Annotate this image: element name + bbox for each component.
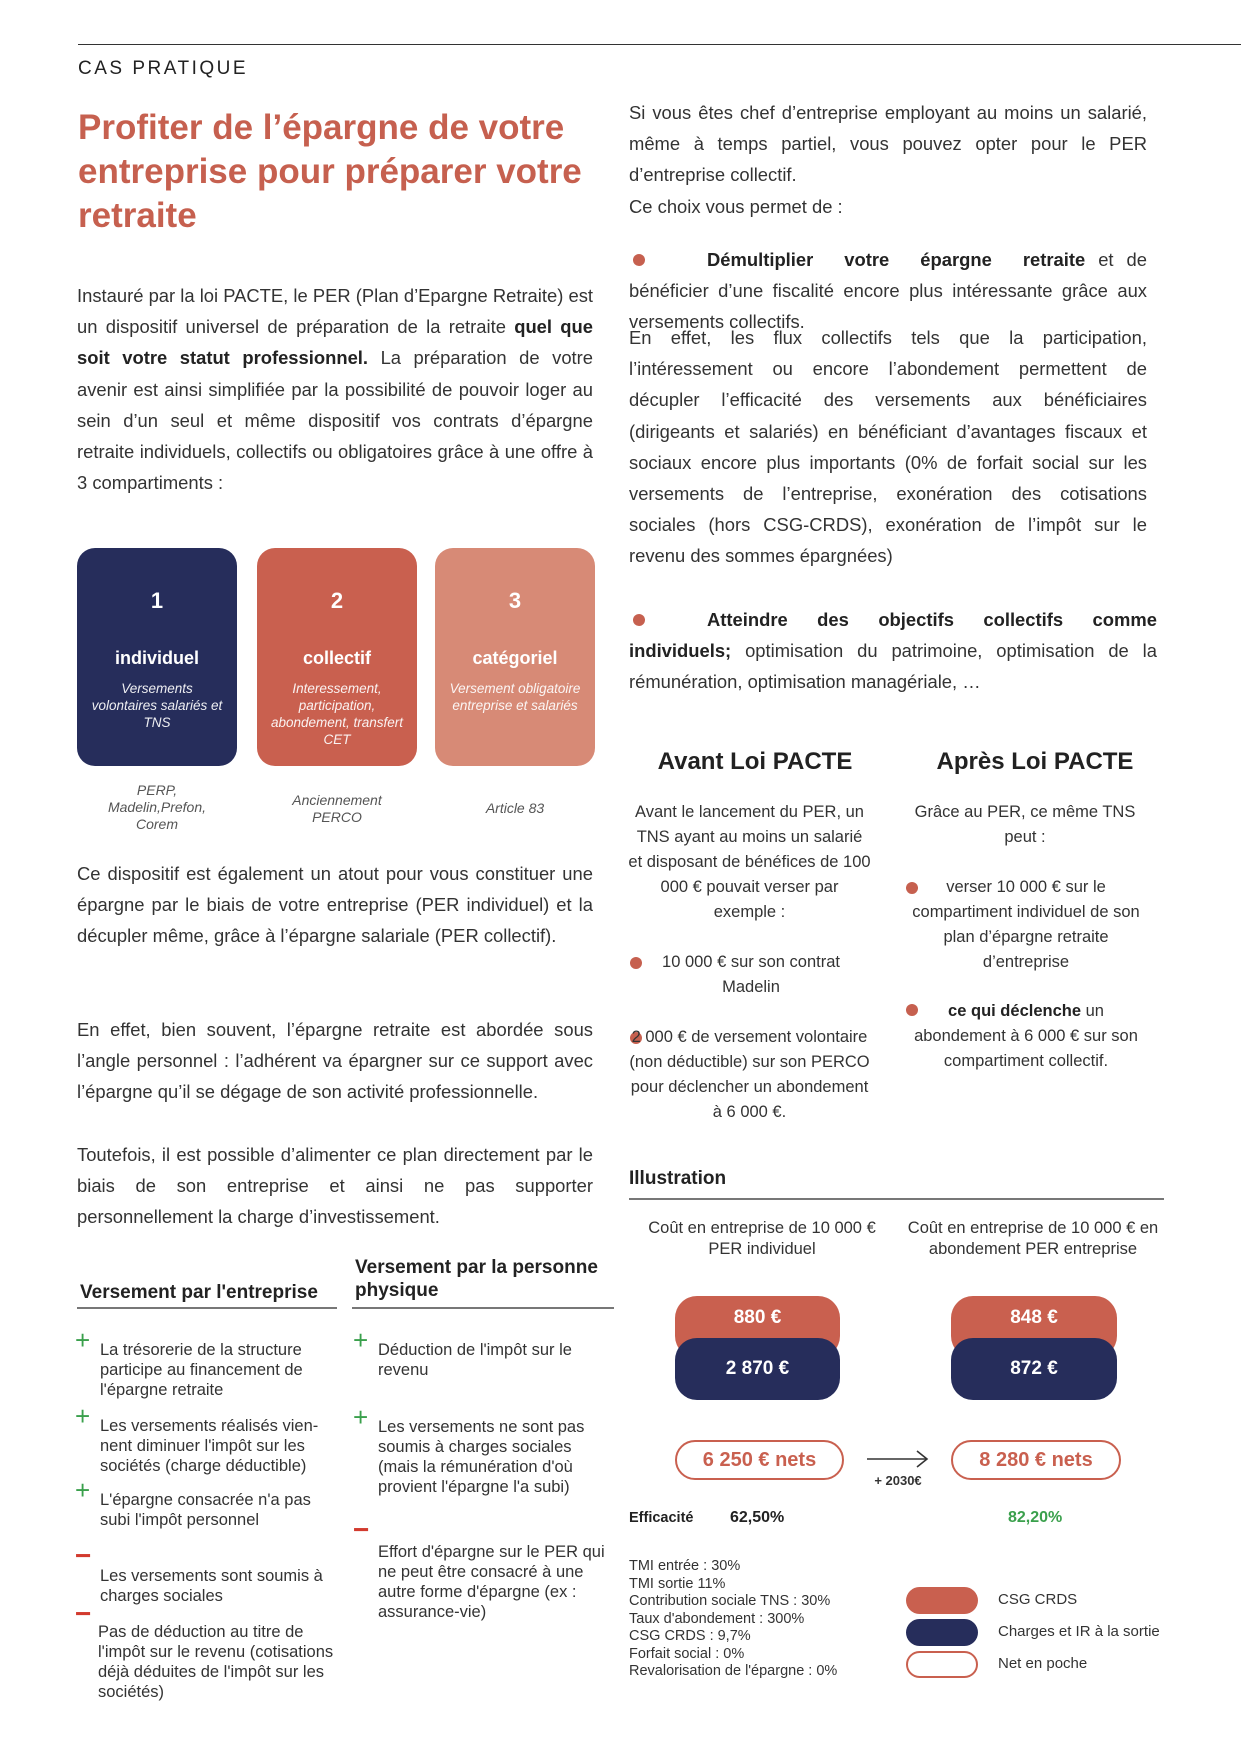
bullet-objectifs: [629, 604, 1157, 698]
bullet-icon: [630, 957, 642, 969]
compartment-description: Versements volontaires salariés et TNS: [91, 681, 223, 730]
legend-label: CSG CRDS: [998, 1591, 1078, 1608]
illustration-caption-right: Coût en entreprise de 10 000 € en abondement PER entreprise: [907, 1219, 1159, 1258]
con-item: Pas de déduction au titre de l'impôt sur le revenu (cotisations déjà déduites de l'impôt sur les sociétés): [98, 1623, 334, 1701]
bullet-bold-line: [629, 604, 1157, 635]
legend-swatch-net: [906, 1651, 978, 1678]
paragraph-en-effet: En effet, bien souvent, l’épargne retraite est abordée sous l’angle personnel : l’adhérent va épargner sur ce support avec l’épargne qu’il se dégage de son activité professionnelle.: [77, 1019, 593, 1103]
charges-ir-bar: 872 €: [951, 1338, 1117, 1400]
bullet-word: comme: [1092, 609, 1157, 630]
legend-swatch-csg: [906, 1587, 978, 1614]
plus-icon: +: [75, 1475, 91, 1505]
plus-icon: +: [75, 1325, 91, 1355]
avant-pacte-bullet: 2 000 € de versement volontaire (non déductible) sur son PERCO pour déclencher un abondement à 6 000 €.: [629, 1028, 870, 1121]
bullet-text: un abondement à 6 000 € sur son compartiment collectif.: [914, 1002, 1138, 1070]
csg-crds-bar: 880 €: [675, 1296, 840, 1358]
avant-pacte-intro: Avant le lancement du PER, un TNS ayant au moins un salarié et disposant de bénéfices de 100 000 € pouvait verser par exemple :: [628, 803, 871, 921]
right-intro-lead: Ce choix vous permet de :: [629, 195, 843, 217]
header-rule: [78, 44, 1241, 45]
pro-item: L'épargne consacrée n'a pas subi l'impôt personnel: [100, 1491, 311, 1529]
bullet-bold: ce qui déclenche: [948, 1002, 1082, 1020]
legend-swatch-charges: [906, 1619, 978, 1646]
bullet-bold: Démultiplier votre épargne retraite: [707, 249, 1086, 270]
pro-item: La trésorerie de la structure participe au financement de l'épargne retraite: [100, 1341, 303, 1399]
con-item: Effort d'épargne sur le PER qui ne peut être consacré à une autre forme d'épargne (ex : assurance-vie): [378, 1543, 605, 1621]
col-heading-entreprise: Versement par l'entreprise: [80, 1282, 318, 1303]
efficacite-label: Efficacité: [629, 1510, 694, 1526]
assumption-line: Forfait social : 0%: [629, 1645, 745, 1662]
apres-pacte-intro: Grâce au PER, ce même TNS peut :: [914, 803, 1136, 846]
bullet-lead: [629, 604, 788, 635]
compartment-caption: Anciennement PERCO: [292, 792, 382, 825]
apres-pacte-title: Après Loi PACTE: [936, 748, 1134, 775]
assumption-line: Taux d'abondement : 300%: [629, 1610, 805, 1627]
con-item: Les versements sont soumis à charges sociales: [100, 1567, 323, 1605]
minus-icon: −: [75, 1598, 92, 1629]
minus-icon: −: [353, 1514, 370, 1545]
compartment-label: catégoriel: [472, 648, 558, 668]
paragraph-flux-collectifs: En effet, les flux collectifs tels que la participation, l’intéressement ou encore l’abondement permettent de décupler l’efficacité des versements aux bénéficiaires (dirigeants et salariés) en bénéficiant d’avantages fiscaux et sociaux encore plus importants (0% de forfait social sur les versements de l’entreprise, exonération des cotisations sociales (hors CSG-CRDS), exonération de l’impôt sur le revenu des sommes épargnées): [629, 327, 1147, 567]
avant-pacte-bullet: 10 000 € sur son contrat Madelin: [662, 953, 840, 996]
compartment-description: Interessement, participation, abondement, transfert CET: [270, 681, 404, 747]
compartment-card-categoriel: [435, 548, 595, 766]
legend-label: Charges et IR à la sortie: [998, 1623, 1160, 1640]
legend-label: Net en poche: [998, 1655, 1088, 1672]
compartment-description: Versement obligatoire entreprise et salariés: [449, 681, 581, 713]
pro-item: Déduction de l'impôt sur le revenu: [378, 1341, 572, 1379]
csg-crds-bar: 848 €: [951, 1296, 1117, 1358]
intro-text-end: La préparation de votre avenir est ainsi simplifiée par la possibilité de pouvoir loger au sein d’un seul et même dispositif vos contrats d’épargne retraite individuels, collectifs ou obligatoires grâce à une offre à 3 compartiments :: [77, 347, 594, 494]
bullet-continuation: [629, 635, 1157, 697]
right-intro-text: Si vous êtes chef d’entreprise employant au moins un salarié, même à temps partiel, vous pouvez opter pour le PER d’entreprise collectif.: [629, 102, 1147, 186]
paragraph-toutefois: Toutefois, il est possible d’alimenter ce plan directement par le biais de son entreprise et ainsi ne pas supporter personnellement la charge d’investissement.: [77, 1144, 593, 1228]
assumption-line: Revalorisation de l'épargne : 0%: [629, 1663, 838, 1679]
bullet-icon: [633, 254, 645, 266]
pro-item: Les versements ne sont pas soumis à charges sociales (mais la rémunération d'où provient l'épargne l'a subi): [378, 1418, 585, 1496]
assumption-line: CSG CRDS : 9,7%: [629, 1628, 751, 1644]
intro-bold: quel que soit votre statut professionnel.: [77, 316, 593, 369]
bullet-word: des: [817, 609, 849, 630]
section-kicker: CAS PRATIQUE: [78, 58, 249, 79]
right-intro: [629, 97, 1147, 222]
page-title: Profiter de l’épargne de votre entreprise pour préparer votre retraite: [78, 108, 582, 235]
compartment-number: 3: [508, 588, 522, 613]
compartment-card-individuel: [77, 548, 237, 766]
compartment-label: individuel: [114, 648, 199, 668]
gain-label: + 2030€: [874, 1473, 922, 1488]
efficacite-left-value: 62,50%: [730, 1509, 785, 1526]
compartment-card-collectif: [257, 548, 417, 766]
compartment-label: collectif: [302, 648, 372, 668]
bullet-text: optimisation du patrimoine, optimisation de la rémunération, optimisation managériale, …: [629, 640, 1157, 693]
illustration-caption-left: Coût en entreprise de 10 000 € PER individuel: [648, 1219, 876, 1258]
intro-paragraph: [77, 280, 593, 498]
compartment-number: 2: [330, 588, 344, 613]
apres-pacte-bullet: [906, 999, 1146, 1074]
bullet-word: Atteindre: [707, 609, 788, 630]
bullet-bold: individuels;: [629, 640, 732, 662]
net-en-poche-left: 6 250 € nets: [675, 1440, 844, 1480]
compartment-number: 1: [150, 588, 164, 613]
col-heading-rule: [352, 1307, 614, 1309]
avant-pacte-title: Avant Loi PACTE: [657, 748, 853, 775]
bullet-word: objectifs: [878, 609, 954, 630]
bullet-text: et de bénéficier d’une fiscalité encore plus intéressante grâce aux versements collectifs.: [629, 249, 1148, 333]
assumption-line: Contribution sociale TNS : 30%: [629, 1593, 831, 1609]
assumption-line: TMI entrée : 30%: [629, 1558, 741, 1574]
bullet-icon: [633, 614, 645, 626]
plus-icon: +: [353, 1402, 369, 1432]
net-en-poche-right: 8 280 € nets: [951, 1440, 1121, 1480]
bullet-word: collectifs: [983, 609, 1064, 630]
charges-ir-bar: 2 870 €: [675, 1338, 840, 1400]
col-heading-personne: Versement par la personne physique: [355, 1257, 598, 1301]
compartment-caption: PERP, Madelin,Prefon, Corem: [107, 782, 207, 832]
assumption-line: TMI sortie 11%: [629, 1575, 726, 1592]
compartment-caption: Article 83: [485, 800, 545, 816]
efficacite-right-value: 82,20%: [1008, 1509, 1063, 1526]
col-heading-rule: [77, 1307, 337, 1309]
plus-icon: +: [75, 1401, 91, 1431]
paragraph-atout: Ce dispositif est également un atout pour vous constituer une épargne par le biais de votre entreprise (PER individuel) et la décupler même, grâce à l’épargne salariale (PER collectif).: [77, 863, 593, 947]
intro-text: Instauré par la loi PACTE, le PER (Plan d’Epargne Retraite) est un dispositif universel de préparation de la retraite: [77, 285, 593, 338]
pro-item: Les versements réalisés vien-nent diminuer l'impôt sur les sociétés (charge déductible): [100, 1417, 319, 1475]
illustration-title: Illustration: [629, 1168, 727, 1189]
plus-icon: +: [353, 1325, 369, 1355]
minus-icon: −: [75, 1540, 92, 1571]
apres-pacte-bullet: verser 10 000 € sur le compartiment individuel de son plan d’épargne retraite d’entreprise: [912, 878, 1140, 971]
illustration-rule: [629, 1198, 1164, 1200]
arrow-right-icon: [866, 1448, 930, 1470]
